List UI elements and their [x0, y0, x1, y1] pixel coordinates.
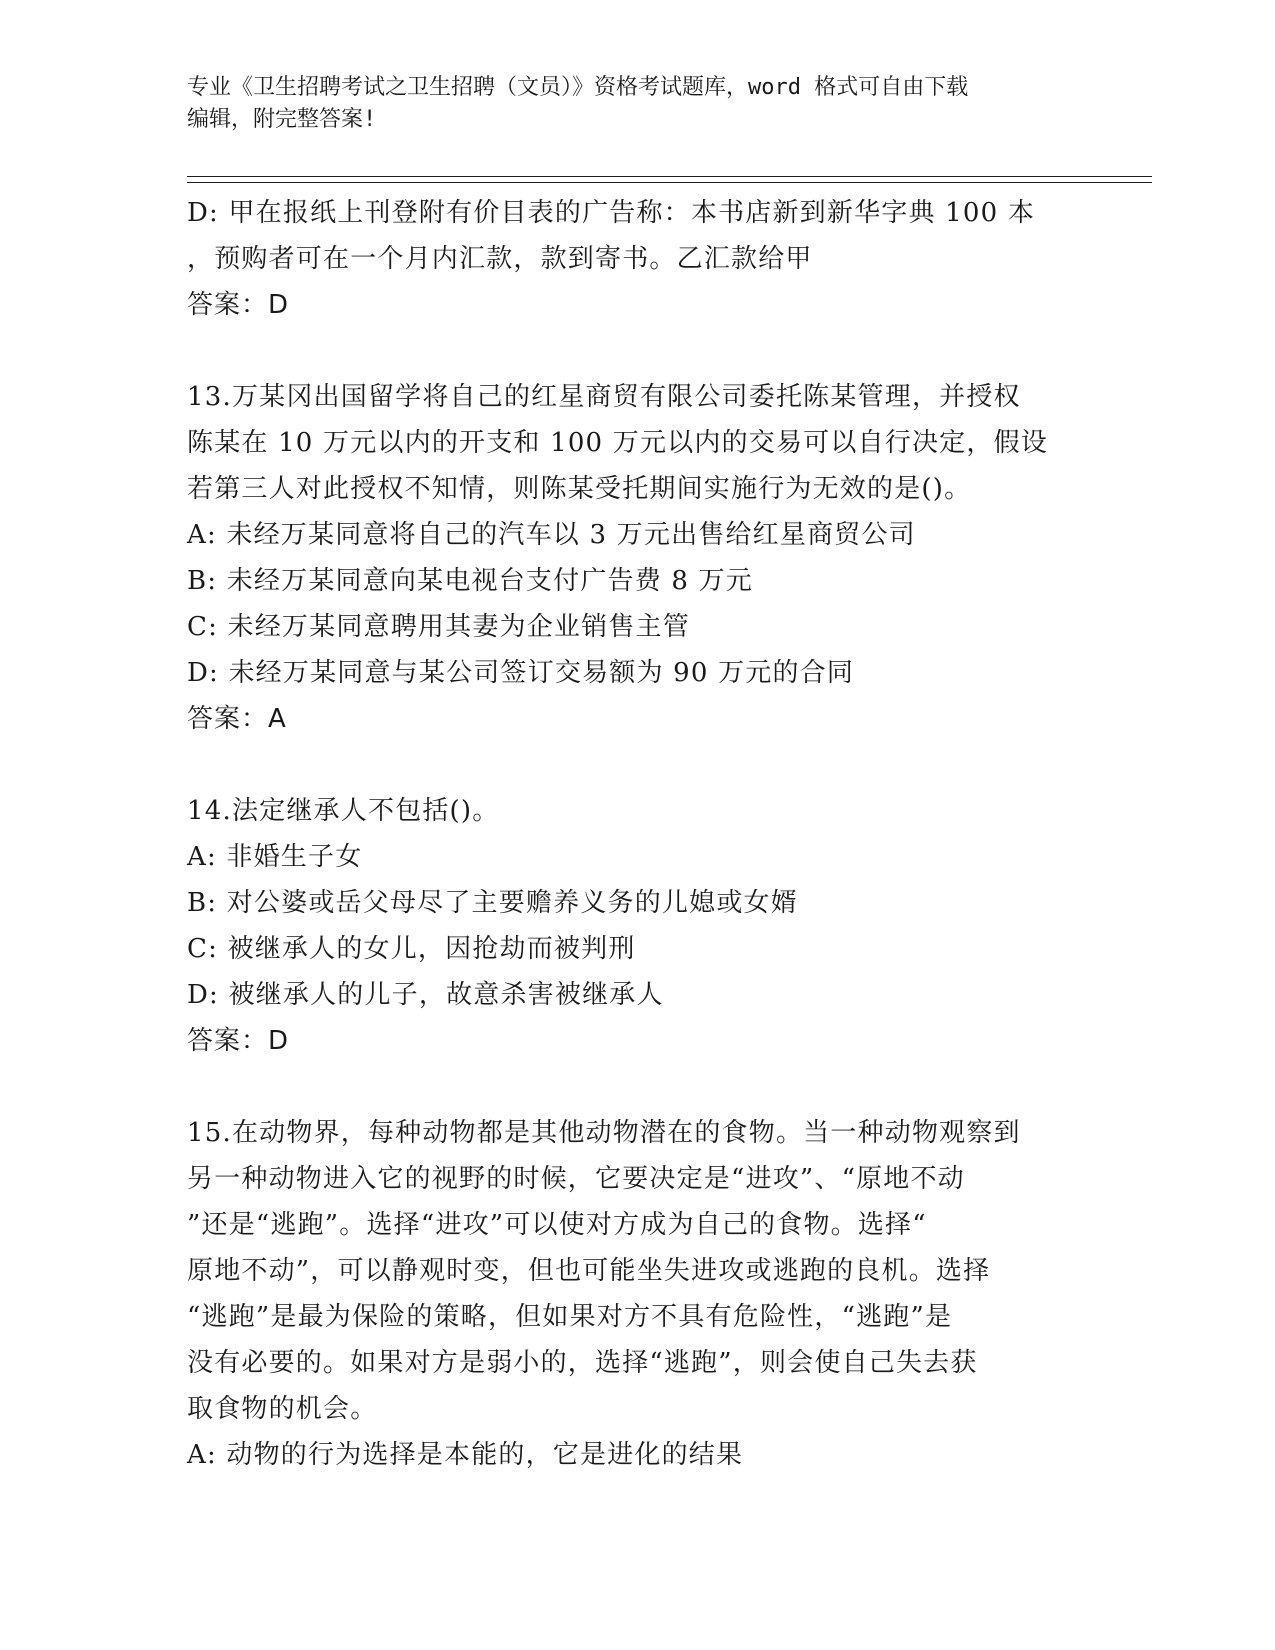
question-content [187, 190, 1087, 1478]
question-14 [187, 788, 1087, 1064]
document-header [187, 72, 1067, 136]
question-stem-line: 陈某在 10 万元以内的开支和 100 万元以内的交易可以自行决定，假设 [187, 428, 1048, 458]
spacer [187, 1064, 1087, 1110]
question-13 [187, 374, 1087, 742]
header-title-line-1: 专业《卫生招聘考试之卫生招聘（文员）》资格考试题库，word 格式可自由下载 [187, 75, 969, 100]
header-divider-top [187, 176, 1152, 177]
option-c: C: 被继承人的女儿，因抢劫而被判刑 [187, 934, 636, 964]
answer-line: 答案：A [187, 704, 287, 734]
question-stem-line: 13.万某冈出国留学将自己的红星商贸有限公司委托陈某管理，并授权 [187, 382, 1021, 412]
option-a: A: 动物的行为选择是本能的，它是进化的结果 [187, 1440, 744, 1470]
spacer [187, 328, 1087, 374]
option-a: A: 未经万某同意将自己的汽车以 3 万元出售给红星商贸公司 [187, 520, 916, 550]
option-d: D: 未经万某同意与某公司签订交易额为 90 万元的合同 [187, 658, 855, 688]
option-c: C: 未经万某同意聘用其妻为企业销售主管 [187, 612, 690, 642]
answer-line: 答案：D [187, 1026, 290, 1056]
option-d-line-1: D: 甲在报纸上刊登附有价目表的广告称：本书店新到新华字典 100 本 [187, 198, 1036, 228]
question-12-tail [187, 190, 1087, 328]
question-stem-line: 原地不动”，可以静观时变，但也可能坐失进攻或逃跑的良机。选择 [187, 1256, 991, 1286]
question-15 [187, 1110, 1087, 1478]
question-stem-line: 14.法定继承人不包括()。 [187, 796, 500, 826]
question-stem-line: 没有必要的。如果对方是弱小的，选择“逃跑”，则会使自己失去获 [187, 1348, 978, 1378]
question-stem-line: 取食物的机会。 [187, 1394, 378, 1424]
option-b: B: 对公婆或岳父母尽了主要赡养义务的儿媳或女婿 [187, 888, 798, 918]
question-stem-line: ”还是“逃跑”。选择“进攻”可以使对方成为自己的食物。选择“ [187, 1210, 927, 1240]
question-stem-line: 若第三人对此授权不知情，则陈某受托期间实施行为无效的是()。 [187, 474, 972, 504]
option-d-line-2: ，预购者可在一个月内汇款，款到寄书。乙汇款给甲 [187, 244, 813, 274]
answer-line: 答案：D [187, 290, 290, 320]
question-stem-line: 另一种动物进入它的视野的时候，它要决定是“进攻”、“原地不动 [187, 1164, 965, 1194]
question-stem-line: “逃跑”是最为保险的策略，但如果对方不具有危险性，“逃跑”是 [187, 1302, 953, 1332]
option-b: B: 未经万某同意向某电视台支付广告费 8 万元 [187, 566, 754, 596]
option-d: D: 被继承人的儿子，故意杀害被继承人 [187, 980, 664, 1010]
header-divider-bottom [187, 182, 1152, 183]
question-stem-line: 15.在动物界，每种动物都是其他动物潜在的食物。当一种动物观察到 [187, 1118, 1021, 1148]
option-a: A: 非婚生子女 [187, 842, 363, 872]
spacer [187, 742, 1087, 788]
header-title-line-2: 编辑，附完整答案! [187, 107, 377, 132]
